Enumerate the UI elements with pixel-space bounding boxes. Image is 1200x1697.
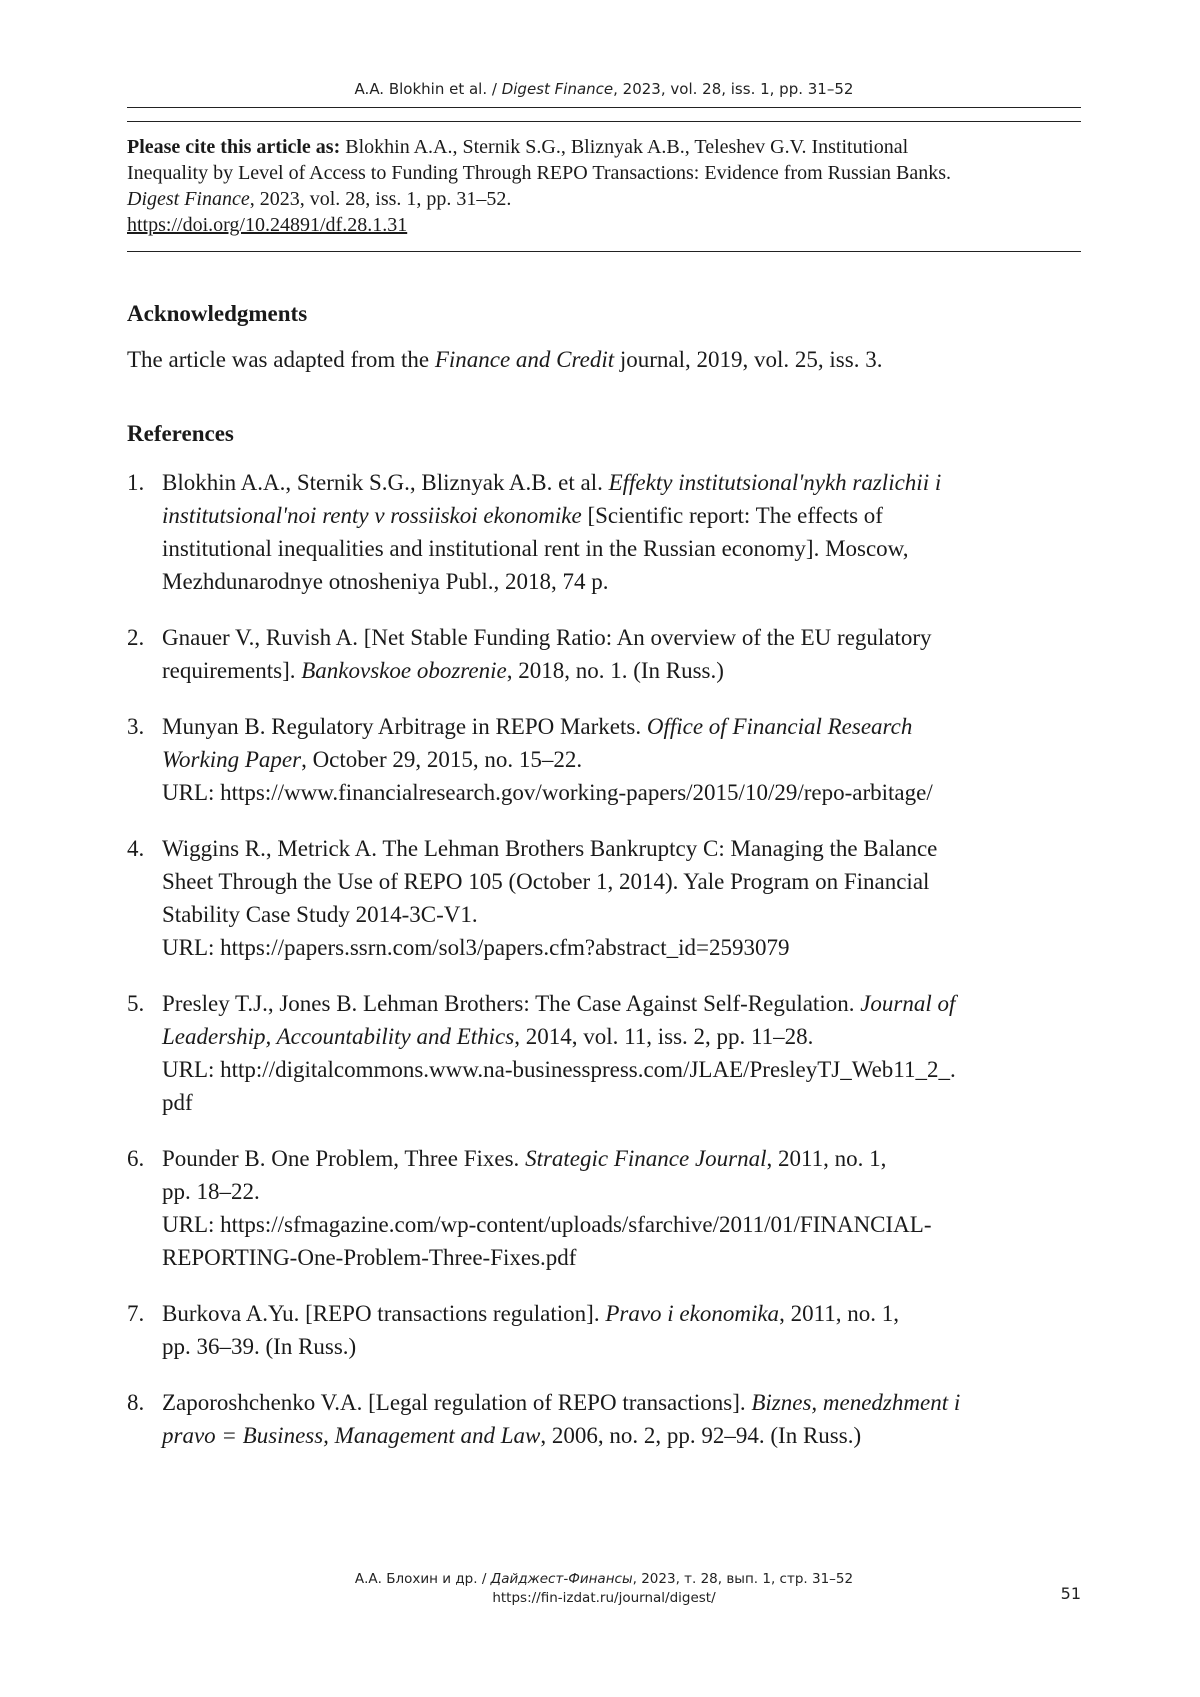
ref-italic: Leadership, Accountability and Ethics bbox=[162, 1024, 515, 1049]
reference-item-3 bbox=[127, 710, 1081, 809]
header-rule bbox=[127, 107, 1081, 108]
ref-text: Zaporoshchenko V.A. [Legal regulation of REPO transactions]. bbox=[162, 1390, 752, 1415]
citation-journal: Digest Finance bbox=[127, 188, 250, 210]
ref-italic: Effekty institutsional'nykh razlichii i bbox=[608, 470, 942, 495]
reference-number: 7. bbox=[127, 1301, 145, 1326]
page bbox=[127, 0, 1081, 1697]
ref-text: Wiggins R., Metrick A. The Lehman Brothers Bankruptcy C: Managing the Balance bbox=[162, 836, 938, 861]
cite-bottom-rule bbox=[127, 251, 1081, 252]
ref-text: [Scientific report: The effects of bbox=[581, 503, 883, 528]
running-header bbox=[127, 80, 1081, 98]
ref-text: Pounder B. One Problem, Three Fixes. bbox=[162, 1146, 526, 1171]
citation-lead: Please cite this article as: bbox=[127, 136, 341, 158]
citation-block bbox=[127, 134, 1081, 238]
ref-url: REPORTING-One-Problem-Three-Fixes.pdf bbox=[162, 1245, 577, 1270]
ref-text: Sheet Through the Use of REPO 105 (October 1, 2014). Yale Program on Financial bbox=[162, 869, 930, 894]
references-heading: References bbox=[127, 421, 234, 446]
ref-text: , 2014, vol. 11, iss. 2, pp. 11–28. bbox=[514, 1024, 814, 1049]
ref-text: pp. 18–22. bbox=[162, 1179, 260, 1204]
ref-italic: Working Paper bbox=[162, 747, 302, 772]
reference-item-8 bbox=[127, 1386, 1081, 1452]
ref-italic: Strategic Finance Journal bbox=[525, 1146, 767, 1171]
footer-details: , 2023, т. 28, вып. 1, стр. 31–52 bbox=[632, 1571, 854, 1587]
ack-text-after: journal, 2019, vol. 25, iss. 3. bbox=[614, 347, 883, 372]
citation-line-4 bbox=[127, 212, 1081, 238]
ref-text: Blokhin A.A., Sternik S.G., Bliznyak A.B. et al. bbox=[162, 470, 609, 495]
cite-top-rule bbox=[127, 121, 1081, 122]
ack-text-before: The article was adapted from the bbox=[127, 347, 435, 372]
ref-text: requirements]. bbox=[162, 658, 302, 683]
reference-number: 6. bbox=[127, 1146, 145, 1171]
reference-item-4 bbox=[127, 832, 1081, 964]
footer-url: https://fin-izdat.ru/journal/digest/ bbox=[492, 1590, 716, 1606]
reference-item-1 bbox=[127, 466, 1081, 598]
ref-text: Gnauer V., Ruvish A. [Net Stable Funding Ratio: An overview of the EU regulatory bbox=[162, 625, 932, 650]
ref-text: , 2018, no. 1. (In Russ.) bbox=[506, 658, 724, 683]
header-authors: A.A. Blokhin et al. / bbox=[354, 80, 502, 98]
ref-text: , 2011, no. 1, bbox=[779, 1301, 899, 1326]
ref-italic: Bankovskoe obozrenie bbox=[301, 658, 507, 683]
reference-number: 5. bbox=[127, 991, 145, 1016]
ref-text: Burkova A.Yu. [REPO transactions regulation]. bbox=[162, 1301, 606, 1326]
reference-number: 1. bbox=[127, 470, 145, 495]
ref-url: pdf bbox=[162, 1090, 193, 1115]
ack-journal: Finance and Credit bbox=[434, 347, 615, 372]
acknowledgments-text bbox=[127, 347, 1081, 373]
ref-italic: institutsional'noi renty v rossiiskoi ekonomike bbox=[162, 503, 582, 528]
ref-italic: Journal of bbox=[860, 991, 956, 1016]
ref-text: Munyan B. Regulatory Arbitrage in REPO Markets. bbox=[162, 714, 647, 739]
ref-italic: Office of Financial Research bbox=[646, 714, 913, 739]
doi-link[interactable]: https://doi.org/10.24891/df.28.1.31 bbox=[127, 214, 408, 236]
footer-authors: А.А. Блохин и др. / bbox=[354, 1571, 491, 1587]
references-list bbox=[127, 466, 1081, 1475]
ref-text: , 2011, no. 1, bbox=[766, 1146, 887, 1171]
acknowledgments-heading: Acknowledgments bbox=[127, 301, 308, 326]
citation-details: , 2023, vol. 28, iss. 1, pp. 31–52. bbox=[249, 188, 512, 210]
footer-journal: Дайджест-Финансы bbox=[490, 1571, 633, 1587]
ref-url: URL: https://papers.ssrn.com/sol3/papers.cfm?abstract_id=2593079 bbox=[162, 935, 790, 960]
ref-text: pp. 36–39. (In Russ.) bbox=[162, 1334, 357, 1359]
citation-line-3 bbox=[127, 186, 1081, 212]
citation-line-1 bbox=[127, 134, 1081, 160]
citation-text-1: Blokhin A.A., Sternik S.G., Bliznyak A.B., Teleshev G.V. Institutional bbox=[340, 136, 909, 158]
ref-text: Stability Case Study 2014-3C-V1. bbox=[162, 902, 478, 927]
reference-item-2 bbox=[127, 621, 1081, 687]
reference-item-7 bbox=[127, 1297, 1081, 1363]
reference-item-6 bbox=[127, 1142, 1081, 1274]
ref-text: Mezhdunarodnye otnosheniya Publ., 2018, 74 p. bbox=[162, 569, 609, 594]
reference-item-5 bbox=[127, 987, 1081, 1119]
reference-number: 4. bbox=[127, 836, 145, 861]
ref-text: Presley T.J., Jones B. Lehman Brothers: The Case Against Self-Regulation. bbox=[162, 991, 861, 1016]
header-details: , 2023, vol. 28, iss. 1, pp. 31–52 bbox=[613, 80, 854, 98]
ref-url: URL: https://www.financialresearch.gov/working-papers/2015/10/29/repo-arbitage/ bbox=[162, 780, 933, 805]
reference-number: 3. bbox=[127, 714, 145, 739]
ref-text: institutional inequalities and institutional rent in the Russian economy]. Moscow, bbox=[162, 536, 909, 561]
ref-italic: pravo = Business, Management and Law bbox=[162, 1423, 541, 1448]
ref-url: URL: https://sfmagazine.com/wp-content/uploads/sfarchive/2011/01/FINANCIAL- bbox=[162, 1212, 932, 1237]
ref-italic: Biznes, menedzhment i bbox=[751, 1390, 961, 1415]
header-journal: Digest Finance bbox=[501, 80, 614, 98]
ref-italic: Pravo i ekonomika bbox=[605, 1301, 780, 1326]
ref-text: , October 29, 2015, no. 15–22. bbox=[301, 747, 583, 772]
reference-number: 8. bbox=[127, 1390, 145, 1415]
reference-number: 2. bbox=[127, 625, 145, 650]
citation-line-2: Inequality by Level of Access to Funding Through REPO Transactions: Evidence from Russian Banks. bbox=[127, 162, 951, 184]
running-footer bbox=[127, 1570, 1081, 1608]
ref-text: , 2006, no. 2, pp. 92–94. (In Russ.) bbox=[540, 1423, 862, 1448]
ref-url: URL: http://digitalcommons.www.na-businesspress.com/JLAE/PresleyTJ_Web11_2_. bbox=[162, 1057, 956, 1082]
page-number: 51 bbox=[1060, 1584, 1081, 1603]
